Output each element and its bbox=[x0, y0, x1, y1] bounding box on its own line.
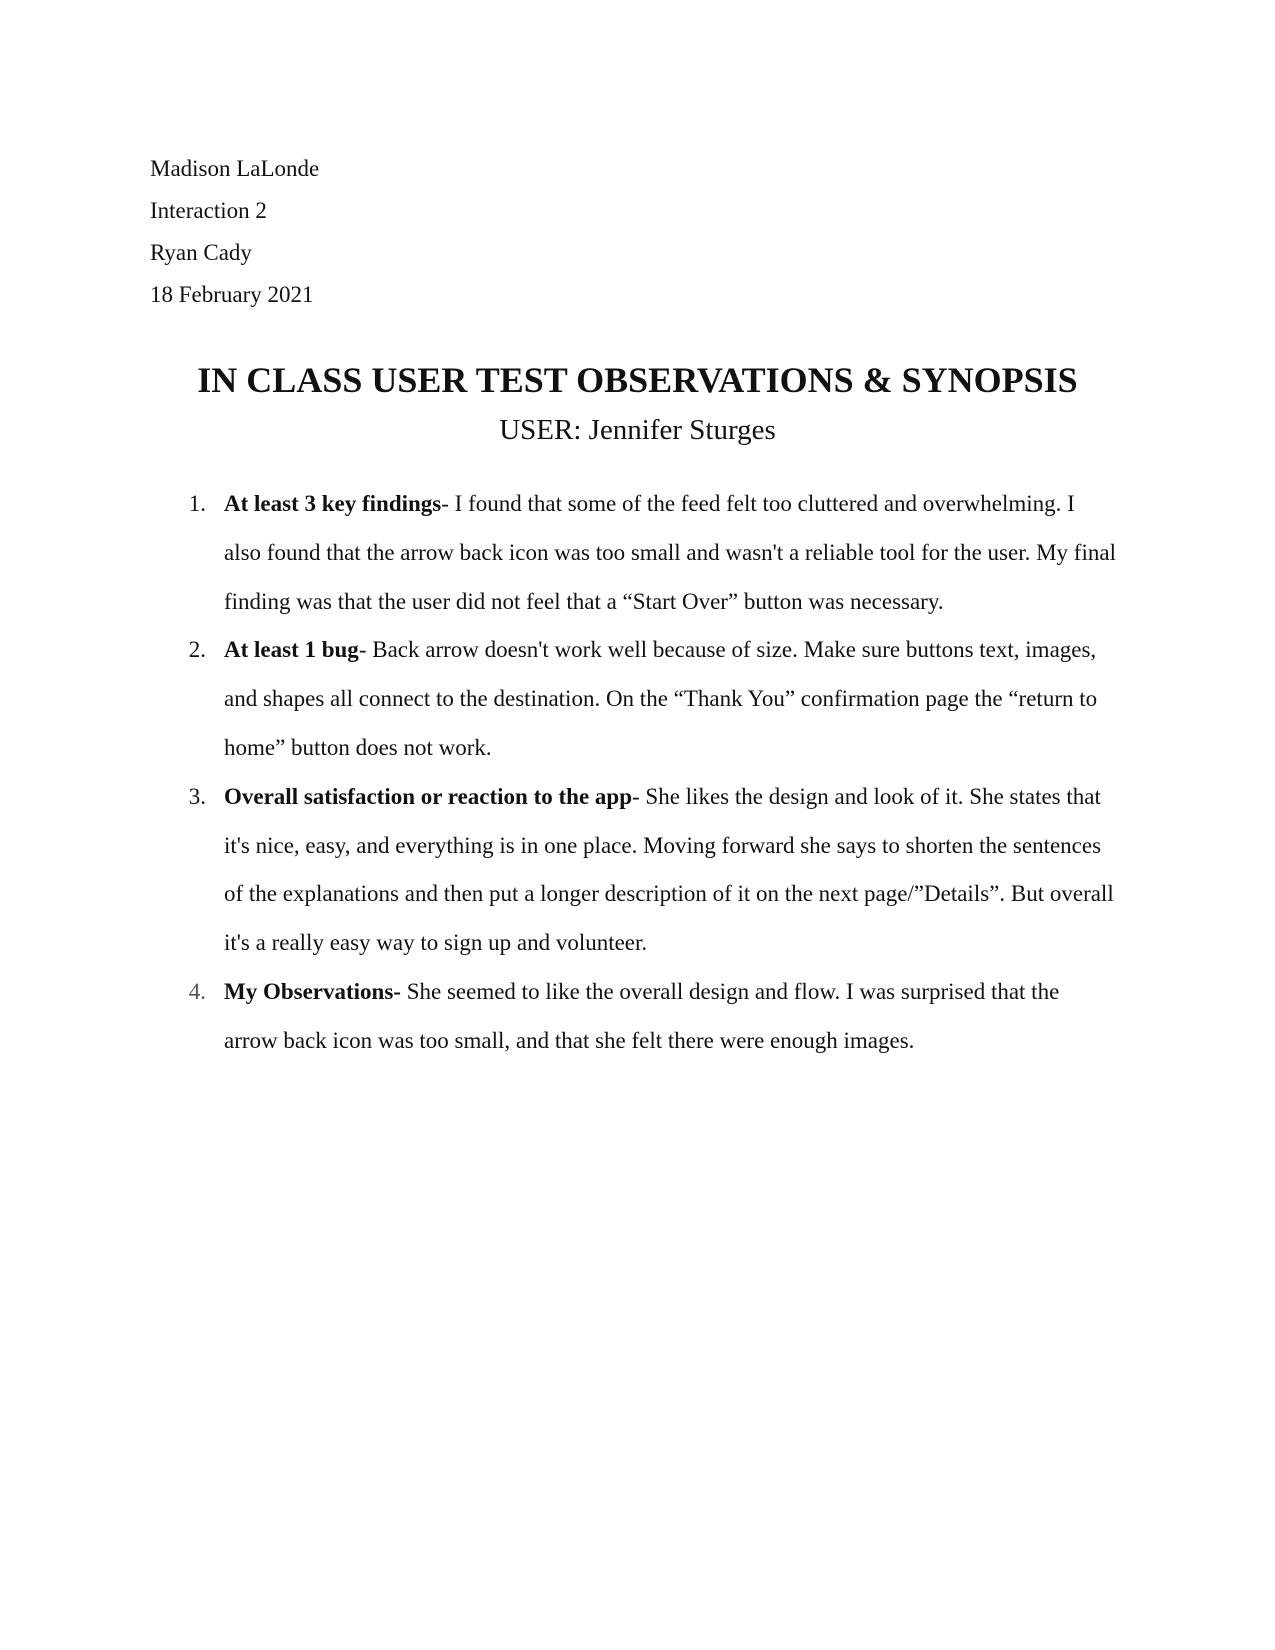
instructor-name: Ryan Cady bbox=[150, 240, 252, 265]
document-date: 18 February 2021 bbox=[150, 282, 314, 307]
author-name: Madison LaLonde bbox=[150, 156, 320, 181]
finding-number: 2. bbox=[188, 637, 206, 663]
finding-item-key-findings bbox=[182, 480, 1117, 626]
course-name: Interaction 2 bbox=[150, 198, 267, 223]
finding-item-bug bbox=[182, 626, 1117, 772]
document-subtitle: USER: Jennifer Sturges bbox=[499, 414, 776, 446]
finding-number: 4. bbox=[188, 978, 206, 1004]
findings-list bbox=[182, 480, 1117, 1066]
document-title: IN CLASS USER TEST OBSERVATIONS & SYNOPSIS bbox=[197, 360, 1078, 400]
finding-item-satisfaction bbox=[182, 773, 1117, 968]
document-header bbox=[150, 148, 319, 316]
finding-body: - I found that some of the feed felt too cluttered and overwhelming. I also found that the arrow back icon was too small and wasn't a reliable tool for the user. My final finding was that the user did not feel that a “Start Over” button was necessary. bbox=[224, 491, 1116, 614]
finding-lead: At least 3 key findings bbox=[224, 491, 442, 516]
finding-number: 3. bbox=[188, 783, 206, 809]
finding-body: - She likes the design and look of it. She states that it's nice, easy, and everything is in one place. Moving forward she says to shorten the sentences of the explanations and then put a longer description of it on the next page/”Details”. But overall it's a really easy way to sign up and volunteer. bbox=[224, 783, 1114, 956]
finding-lead: At least 1 bug bbox=[224, 637, 359, 663]
finding-body: - Back arrow doesn't work well because of size. Make sure buttons text, images, and shapes all connect to the destination. On the “Thank You” confirmation page the “return to home” button does not work. bbox=[224, 637, 1098, 760]
finding-number: 1. bbox=[188, 491, 206, 516]
finding-body: She seemed to like the overall design and flow. I was surprised that the arrow back icon was too small, and that she felt there were enough images. bbox=[224, 978, 1060, 1053]
finding-lead: Overall satisfaction or reaction to the app bbox=[224, 783, 632, 809]
finding-lead: My Observations- bbox=[224, 978, 401, 1004]
finding-item-observations bbox=[182, 968, 1117, 1066]
